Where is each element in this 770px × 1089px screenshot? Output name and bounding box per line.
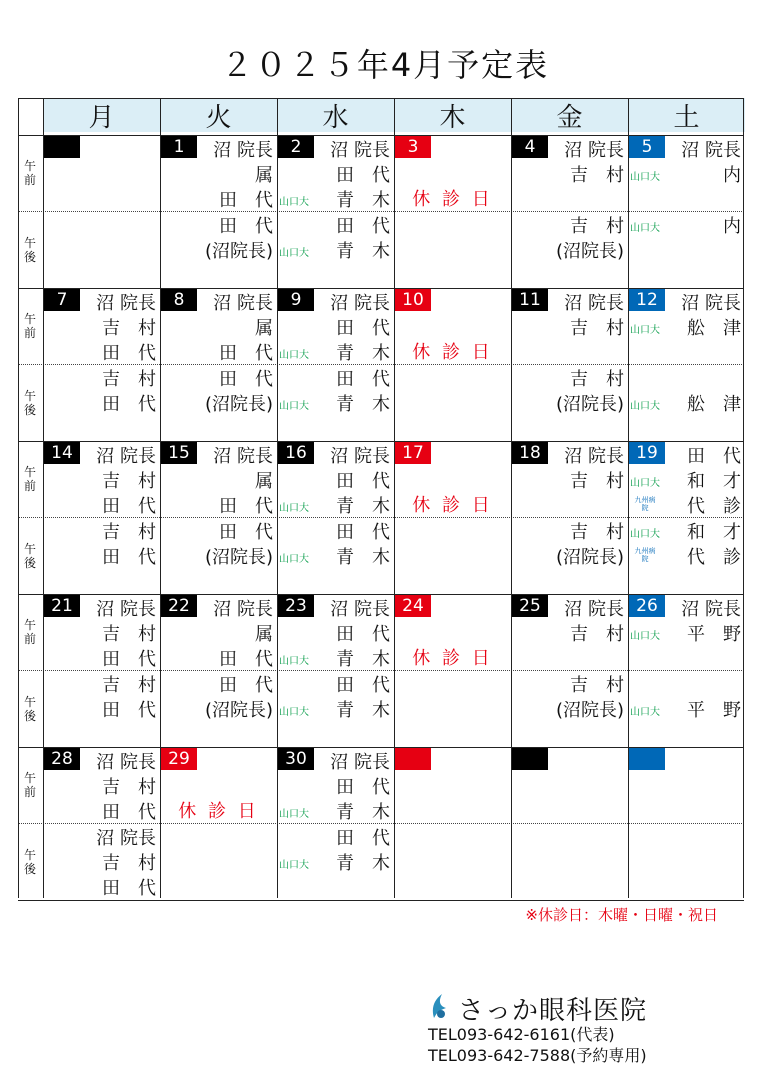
doctor-name: 属 bbox=[255, 318, 273, 339]
date-badge: 25 bbox=[512, 595, 548, 617]
affiliation-tag: 山口大 bbox=[279, 350, 309, 361]
doctor-name: 吉 村 bbox=[102, 318, 156, 339]
header-bottom-line bbox=[18, 135, 744, 136]
pm-label bbox=[18, 670, 42, 747]
doctor-name: 沼 院長 bbox=[96, 752, 156, 773]
closed-day-label: 休 診 日 bbox=[412, 342, 493, 363]
clinic-tel-main: TEL093-642-6161(代表) bbox=[428, 1025, 615, 1044]
doctor-name: 沼 院長 bbox=[564, 140, 624, 161]
doctor-name: 代 診 bbox=[687, 496, 741, 517]
date-badge: 16 bbox=[278, 442, 314, 464]
affiliation-tag: 九州病院 bbox=[634, 547, 656, 563]
doctor-name: 青 木 bbox=[336, 394, 390, 415]
date-badge: 22 bbox=[161, 595, 197, 617]
closed-day-label: 休 診 日 bbox=[412, 189, 493, 210]
doctor-name: 平 野 bbox=[687, 624, 741, 645]
date-badge: 10 bbox=[395, 289, 431, 311]
ampm-char: 午 bbox=[23, 312, 36, 326]
doctor-name: 吉 村 bbox=[102, 369, 156, 390]
closed-day-label: 休 診 日 bbox=[412, 648, 493, 669]
doctor-name: (沼院長) bbox=[204, 241, 273, 262]
doctor-name: 田 代 bbox=[102, 343, 156, 364]
doctor-name: 吉 村 bbox=[102, 471, 156, 492]
date-badge: 2 bbox=[278, 136, 314, 158]
doctor-name: 沼 院長 bbox=[330, 446, 390, 467]
am-label bbox=[18, 747, 42, 823]
doctor-name: 吉 村 bbox=[102, 522, 156, 543]
doctor-name: 代 診 bbox=[687, 547, 741, 568]
doctor-name: 沼 院長 bbox=[213, 293, 273, 314]
doctor-name: 田 代 bbox=[219, 216, 273, 237]
week-divider bbox=[18, 900, 744, 901]
doctor-name: 田 代 bbox=[219, 522, 273, 543]
am-label bbox=[18, 135, 42, 211]
date-badge: 24 bbox=[395, 595, 431, 617]
doctor-name: 青 木 bbox=[336, 853, 390, 874]
date-badge: 14 bbox=[44, 442, 80, 464]
column-line bbox=[160, 98, 161, 898]
clinic-name: さっか眼科医院 bbox=[458, 996, 648, 1026]
affiliation-tag: 山口大 bbox=[630, 401, 660, 412]
affiliation-tag: 山口大 bbox=[630, 707, 660, 718]
doctor-name: 田 代 bbox=[336, 216, 390, 237]
closed-day-label: 休 診 日 bbox=[412, 495, 493, 516]
weekday-header: 水 bbox=[277, 98, 394, 132]
doctor-name: (沼院長) bbox=[204, 700, 273, 721]
doctor-name: 青 木 bbox=[336, 547, 390, 568]
column-line bbox=[43, 98, 44, 898]
doctor-name: 田 代 bbox=[219, 649, 273, 670]
date-badge bbox=[395, 748, 431, 770]
ampm-char: 後 bbox=[23, 249, 36, 264]
doctor-name: 内 bbox=[723, 165, 741, 186]
page-title: ２０２５年4月予定表 bbox=[220, 46, 550, 84]
clinic-logo-icon bbox=[428, 992, 448, 1022]
column-line bbox=[511, 98, 512, 898]
doctor-name: 属 bbox=[255, 165, 273, 186]
column-line bbox=[743, 98, 744, 898]
doctor-name: 青 木 bbox=[336, 700, 390, 721]
affiliation-tag: 山口大 bbox=[279, 656, 309, 667]
ampm-char: 午 bbox=[23, 235, 36, 250]
column-line bbox=[628, 98, 629, 898]
doctor-name: 田 代 bbox=[336, 318, 390, 339]
doctor-name: 吉 村 bbox=[102, 853, 156, 874]
doctor-name: 舩 津 bbox=[687, 394, 741, 415]
doctor-name: 内 bbox=[723, 216, 741, 237]
affiliation-tag: 山口大 bbox=[630, 325, 660, 336]
date-badge: 8 bbox=[161, 289, 197, 311]
ampm-char: 午 bbox=[23, 541, 36, 556]
affiliation-tag: 山口大 bbox=[630, 529, 660, 540]
doctor-name: 沼 院長 bbox=[564, 446, 624, 467]
affiliation-tag: 山口大 bbox=[630, 223, 660, 234]
doctor-name: 吉 村 bbox=[570, 165, 624, 186]
pm-label bbox=[18, 823, 42, 900]
date-badge: 4 bbox=[512, 136, 548, 158]
ampm-divider bbox=[18, 517, 744, 518]
weekday-header: 月 bbox=[43, 98, 160, 132]
doctor-name: 田 代 bbox=[336, 522, 390, 543]
ampm-divider bbox=[18, 823, 744, 824]
doctor-name: 沼 院長 bbox=[330, 599, 390, 620]
affiliation-tag: 山口大 bbox=[630, 478, 660, 489]
doctor-name: 田 代 bbox=[336, 471, 390, 492]
date-badge: 15 bbox=[161, 442, 197, 464]
date-badge: 28 bbox=[44, 748, 80, 770]
doctor-name: 田 代 bbox=[102, 700, 156, 721]
doctor-name: 田 代 bbox=[219, 369, 273, 390]
doctor-name: 吉 村 bbox=[570, 471, 624, 492]
date-badge: 30 bbox=[278, 748, 314, 770]
date-badge: 3 bbox=[395, 136, 431, 158]
ampm-char: 午 bbox=[23, 388, 36, 403]
doctor-name: (沼院長) bbox=[204, 394, 273, 415]
doctor-name: 田 代 bbox=[219, 675, 273, 696]
affiliation-tag: 山口大 bbox=[279, 503, 309, 514]
doctor-name: 田 代 bbox=[336, 369, 390, 390]
doctor-name: 田 代 bbox=[336, 675, 390, 696]
closed-day-label: 休 診 日 bbox=[178, 801, 259, 822]
doctor-name: 吉 村 bbox=[570, 216, 624, 237]
doctor-name: 田 代 bbox=[102, 878, 156, 899]
date-badge: 9 bbox=[278, 289, 314, 311]
affiliation-tag: 山口大 bbox=[279, 860, 309, 871]
closed-days-note: ※休診日：木曜・日曜・祝日 bbox=[525, 906, 718, 924]
pm-label bbox=[18, 364, 42, 441]
doctor-name: 沼 院長 bbox=[681, 140, 741, 161]
date-badge bbox=[629, 748, 665, 770]
doctor-name: 田 代 bbox=[336, 828, 390, 849]
doctor-name: 吉 村 bbox=[570, 624, 624, 645]
doctor-name: 沼 院長 bbox=[330, 140, 390, 161]
ampm-char: 午 bbox=[23, 771, 36, 785]
doctor-name: (沼院長) bbox=[555, 394, 624, 415]
doctor-name: 属 bbox=[255, 624, 273, 645]
date-badge: 1 bbox=[161, 136, 197, 158]
weekday-header: 木 bbox=[394, 98, 511, 132]
doctor-name: 吉 村 bbox=[102, 675, 156, 696]
affiliation-tag: 山口大 bbox=[630, 631, 660, 642]
doctor-name: 田 代 bbox=[687, 446, 741, 467]
ampm-char: 午 bbox=[23, 465, 36, 479]
doctor-name: 吉 村 bbox=[570, 675, 624, 696]
ampm-char: 前 bbox=[23, 785, 36, 799]
doctor-name: 田 代 bbox=[219, 190, 273, 211]
ampm-divider bbox=[18, 364, 744, 365]
doctor-name: 田 代 bbox=[219, 496, 273, 517]
doctor-name: 吉 村 bbox=[570, 369, 624, 390]
am-label bbox=[18, 441, 42, 517]
doctor-name: 沼 院長 bbox=[564, 293, 624, 314]
am-label bbox=[18, 594, 42, 670]
date-badge: 19 bbox=[629, 442, 665, 464]
column-line bbox=[277, 98, 278, 898]
ampm-divider bbox=[18, 211, 744, 212]
doctor-name: 沼 院長 bbox=[681, 599, 741, 620]
calendar-grid bbox=[18, 98, 744, 898]
affiliation-tag: 山口大 bbox=[279, 554, 309, 565]
doctor-name: 吉 村 bbox=[570, 522, 624, 543]
doctor-name: 吉 村 bbox=[102, 777, 156, 798]
ampm-char: 後 bbox=[23, 708, 36, 723]
date-badge bbox=[44, 136, 80, 158]
ampm-char: 午 bbox=[23, 159, 36, 173]
grid-top-line bbox=[18, 98, 744, 99]
clinic-tel-reservation: TEL093-642-7588(予約専用) bbox=[428, 1046, 647, 1065]
doctor-name: 田 代 bbox=[336, 165, 390, 186]
affiliation-tag: 山口大 bbox=[630, 172, 660, 183]
affiliation-tag: 山口大 bbox=[279, 707, 309, 718]
doctor-name: (沼院長) bbox=[204, 547, 273, 568]
doctor-name: 青 木 bbox=[336, 496, 390, 517]
pm-label bbox=[18, 211, 42, 288]
doctor-name: 属 bbox=[255, 471, 273, 492]
doctor-name: 青 木 bbox=[336, 241, 390, 262]
doctor-name: 田 代 bbox=[102, 802, 156, 823]
column-line bbox=[394, 98, 395, 898]
doctor-name: 沼 院長 bbox=[96, 828, 156, 849]
weekday-header: 金 bbox=[511, 98, 628, 132]
ampm-char: 後 bbox=[23, 861, 36, 876]
date-badge: 29 bbox=[161, 748, 197, 770]
doctor-name: 青 木 bbox=[336, 343, 390, 364]
weekday-header: 火 bbox=[160, 98, 277, 132]
date-badge: 12 bbox=[629, 289, 665, 311]
affiliation-tag: 山口大 bbox=[279, 809, 309, 820]
doctor-name: 田 代 bbox=[102, 547, 156, 568]
doctor-name: 田 代 bbox=[102, 394, 156, 415]
column-line bbox=[18, 98, 19, 898]
ampm-char: 後 bbox=[23, 402, 36, 417]
doctor-name: (沼院長) bbox=[555, 547, 624, 568]
date-badge: 18 bbox=[512, 442, 548, 464]
doctor-name: 沼 院長 bbox=[213, 599, 273, 620]
doctor-name: (沼院長) bbox=[555, 241, 624, 262]
doctor-name: 沼 院長 bbox=[96, 293, 156, 314]
doctor-name: 青 木 bbox=[336, 802, 390, 823]
doctor-name: 青 木 bbox=[336, 649, 390, 670]
doctor-name: 沼 院長 bbox=[330, 293, 390, 314]
date-badge: 21 bbox=[44, 595, 80, 617]
ampm-char: 後 bbox=[23, 555, 36, 570]
doctor-name: 田 代 bbox=[219, 343, 273, 364]
pm-label bbox=[18, 517, 42, 594]
doctor-name: (沼院長) bbox=[555, 700, 624, 721]
date-badge: 11 bbox=[512, 289, 548, 311]
doctor-name: 田 代 bbox=[102, 649, 156, 670]
affiliation-tag: 山口大 bbox=[279, 248, 309, 259]
date-badge: 26 bbox=[629, 595, 665, 617]
am-label bbox=[18, 288, 42, 364]
doctor-name: 沼 院長 bbox=[96, 446, 156, 467]
date-badge: 17 bbox=[395, 442, 431, 464]
ampm-char: 前 bbox=[23, 479, 36, 493]
doctor-name: 沼 院長 bbox=[213, 140, 273, 161]
doctor-name: 田 代 bbox=[102, 496, 156, 517]
doctor-name: 沼 院長 bbox=[213, 446, 273, 467]
weekday-header: 土 bbox=[628, 98, 745, 132]
ampm-char: 午 bbox=[23, 618, 36, 632]
date-badge: 23 bbox=[278, 595, 314, 617]
ampm-divider bbox=[18, 670, 744, 671]
date-badge: 7 bbox=[44, 289, 80, 311]
ampm-char: 午 bbox=[23, 847, 36, 862]
doctor-name: 吉 村 bbox=[102, 624, 156, 645]
doctor-name: 沼 院長 bbox=[681, 293, 741, 314]
doctor-name: 青 木 bbox=[336, 190, 390, 211]
doctor-name: 沼 院長 bbox=[96, 599, 156, 620]
doctor-name: 沼 院長 bbox=[330, 752, 390, 773]
date-badge bbox=[512, 748, 548, 770]
ampm-char: 前 bbox=[23, 326, 36, 340]
doctor-name: 舩 津 bbox=[687, 318, 741, 339]
doctor-name: 吉 村 bbox=[570, 318, 624, 339]
doctor-name: 和 才 bbox=[687, 471, 741, 492]
ampm-char: 午 bbox=[23, 694, 36, 709]
doctor-name: 和 才 bbox=[687, 522, 741, 543]
affiliation-tag: 九州病院 bbox=[634, 496, 656, 512]
affiliation-tag: 山口大 bbox=[279, 401, 309, 412]
ampm-char: 前 bbox=[23, 632, 36, 646]
doctor-name: 平 野 bbox=[687, 700, 741, 721]
ampm-char: 前 bbox=[23, 173, 36, 187]
affiliation-tag: 山口大 bbox=[279, 197, 309, 208]
doctor-name: 田 代 bbox=[336, 777, 390, 798]
doctor-name: 田 代 bbox=[336, 624, 390, 645]
date-badge: 5 bbox=[629, 136, 665, 158]
doctor-name: 沼 院長 bbox=[564, 599, 624, 620]
